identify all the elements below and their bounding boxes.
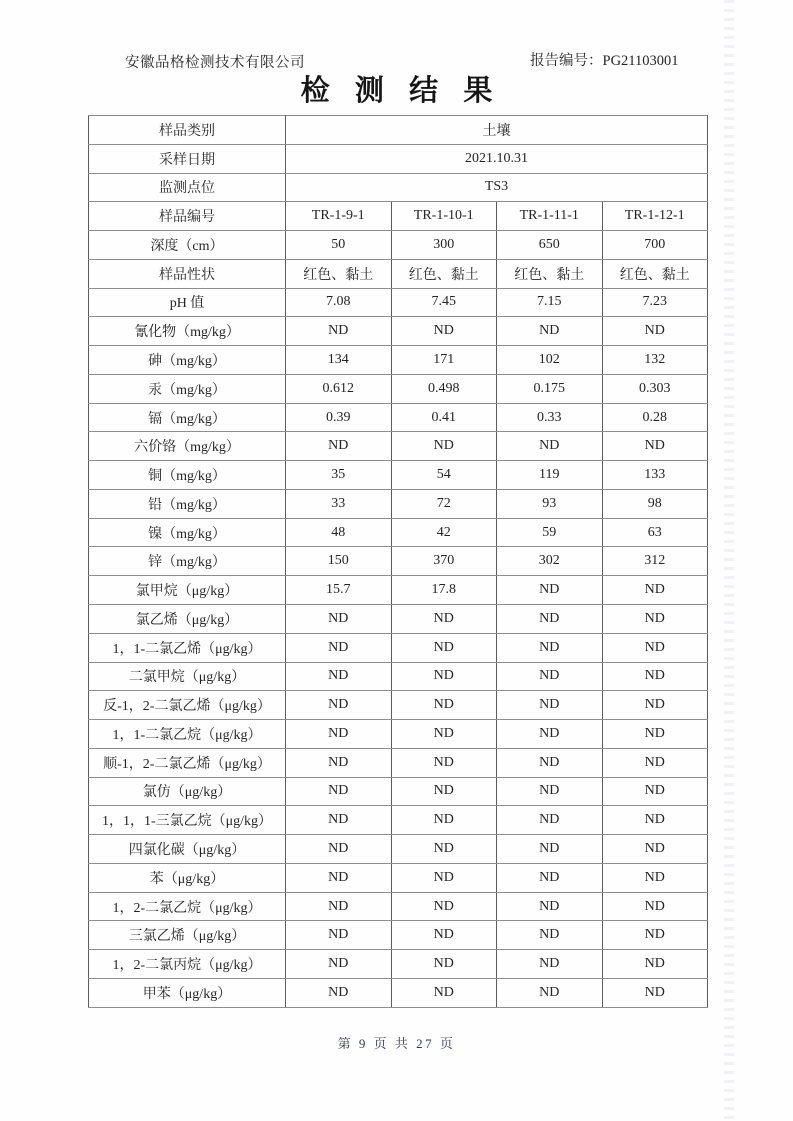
row-value: 171 — [391, 346, 497, 375]
row-label: 氰化物（mg/kg） — [89, 317, 286, 346]
row-value: ND — [602, 835, 708, 864]
row-value-merged: 土壤 — [286, 116, 708, 145]
row-value: ND — [286, 777, 392, 806]
row-value: 370 — [391, 547, 497, 576]
row-label: 砷（mg/kg） — [89, 346, 286, 375]
row-value: ND — [497, 432, 603, 461]
row-value: ND — [286, 748, 392, 777]
row-value: 133 — [602, 461, 708, 490]
row-value: ND — [497, 720, 603, 749]
table-row — [89, 950, 708, 979]
table-row — [89, 116, 708, 145]
row-value-merged: TS3 — [286, 173, 708, 202]
row-value: TR-1-12-1 — [602, 202, 708, 231]
row-value: ND — [391, 921, 497, 950]
row-value: ND — [497, 921, 603, 950]
table-row — [89, 317, 708, 346]
row-value: ND — [497, 777, 603, 806]
row-value: ND — [497, 748, 603, 777]
row-value: ND — [497, 691, 603, 720]
row-value: ND — [497, 892, 603, 921]
row-value: ND — [391, 806, 497, 835]
row-value: ND — [497, 950, 603, 979]
row-value: 98 — [602, 489, 708, 518]
row-label: 汞（mg/kg） — [89, 374, 286, 403]
row-value: ND — [602, 720, 708, 749]
row-value: ND — [497, 576, 603, 605]
table-row — [89, 576, 708, 605]
table-row — [89, 374, 708, 403]
row-value: ND — [286, 317, 392, 346]
row-value: 0.41 — [391, 403, 497, 432]
row-value: ND — [391, 633, 497, 662]
row-value: 红色、黏土 — [286, 259, 392, 288]
row-value: 7.23 — [602, 288, 708, 317]
row-value: 35 — [286, 461, 392, 490]
table-row — [89, 921, 708, 950]
row-value: ND — [286, 921, 392, 950]
row-value: ND — [391, 720, 497, 749]
table-row — [89, 231, 708, 260]
row-value: 17.8 — [391, 576, 497, 605]
row-value: ND — [391, 863, 497, 892]
row-label: 氯甲烷（μg/kg） — [89, 576, 286, 605]
row-value: ND — [391, 835, 497, 864]
row-label: 1，1-二氯乙烷（μg/kg） — [89, 720, 286, 749]
row-value: ND — [602, 662, 708, 691]
row-value: ND — [391, 317, 497, 346]
row-value: ND — [391, 605, 497, 634]
table-row — [89, 806, 708, 835]
row-label: 甲苯（μg/kg） — [89, 978, 286, 1007]
table-row — [89, 346, 708, 375]
table-row — [89, 547, 708, 576]
row-label: 三氯乙烯（μg/kg） — [89, 921, 286, 950]
row-value: 134 — [286, 346, 392, 375]
row-value: ND — [497, 317, 603, 346]
row-value: 48 — [286, 518, 392, 547]
page-number: 第 9 页 共 27 页 — [337, 1036, 456, 1051]
row-label: 样品类别 — [89, 116, 286, 145]
table-row — [89, 432, 708, 461]
row-value: 0.28 — [602, 403, 708, 432]
row-value: ND — [391, 892, 497, 921]
row-value: ND — [602, 691, 708, 720]
row-value: 102 — [497, 346, 603, 375]
row-value: ND — [286, 720, 392, 749]
table-row — [89, 259, 708, 288]
table-row — [89, 144, 708, 173]
row-value: 302 — [497, 547, 603, 576]
table-row — [89, 173, 708, 202]
table-row — [89, 892, 708, 921]
row-value: ND — [286, 691, 392, 720]
row-label: 铜（mg/kg） — [89, 461, 286, 490]
table-row — [89, 403, 708, 432]
row-value: ND — [497, 633, 603, 662]
row-value: ND — [497, 978, 603, 1007]
row-value: 15.7 — [286, 576, 392, 605]
table-row — [89, 461, 708, 490]
table-row — [89, 978, 708, 1007]
row-value: ND — [391, 748, 497, 777]
row-label: 四氯化碳（μg/kg） — [89, 835, 286, 864]
row-value: 7.08 — [286, 288, 392, 317]
row-value: ND — [391, 777, 497, 806]
row-value: 300 — [391, 231, 497, 260]
row-label: 氯乙烯（μg/kg） — [89, 605, 286, 634]
row-value: 0.498 — [391, 374, 497, 403]
row-label: 镍（mg/kg） — [89, 518, 286, 547]
table-row — [89, 605, 708, 634]
results-table-body — [89, 116, 708, 1008]
table-row — [89, 777, 708, 806]
row-value: 72 — [391, 489, 497, 518]
row-value: 0.175 — [497, 374, 603, 403]
row-value: ND — [602, 921, 708, 950]
row-value: ND — [602, 432, 708, 461]
row-value: ND — [602, 863, 708, 892]
row-value: 0.39 — [286, 403, 392, 432]
row-value: 650 — [497, 231, 603, 260]
row-value: ND — [286, 806, 392, 835]
row-label: 1，2-二氯乙烷（μg/kg） — [89, 892, 286, 921]
row-value: ND — [286, 835, 392, 864]
row-value: ND — [602, 806, 708, 835]
row-value: ND — [391, 662, 497, 691]
row-label: 反-1，2-二氯乙烯（μg/kg） — [89, 691, 286, 720]
row-value: ND — [497, 605, 603, 634]
row-value: 50 — [286, 231, 392, 260]
row-value-merged: 2021.10.31 — [286, 144, 708, 173]
company-name: 安徽品格检测技术有限公司 — [125, 55, 305, 71]
row-value: 119 — [497, 461, 603, 490]
row-value: 700 — [602, 231, 708, 260]
table-row — [89, 691, 708, 720]
row-value: ND — [286, 950, 392, 979]
row-value: 红色、黏土 — [602, 259, 708, 288]
row-value: ND — [286, 662, 392, 691]
row-value: 63 — [602, 518, 708, 547]
row-value: 42 — [391, 518, 497, 547]
table-row — [89, 489, 708, 518]
row-label: 镉（mg/kg） — [89, 403, 286, 432]
row-value: ND — [286, 432, 392, 461]
scan-artifact — [724, 0, 734, 1121]
row-value: ND — [286, 605, 392, 634]
row-value: 33 — [286, 489, 392, 518]
row-value: 54 — [391, 461, 497, 490]
report-number: 报告编号：PG21103001 — [530, 53, 679, 69]
table-row — [89, 748, 708, 777]
row-value: ND — [391, 432, 497, 461]
row-label: 1，1，1-三氯乙烷（μg/kg） — [89, 806, 286, 835]
row-value: 0.612 — [286, 374, 392, 403]
row-value: 7.45 — [391, 288, 497, 317]
row-value: 0.33 — [497, 403, 603, 432]
table-row — [89, 202, 708, 231]
row-value: ND — [497, 863, 603, 892]
row-label: 监测点位 — [89, 173, 286, 202]
row-label: 六价铬（mg/kg） — [89, 432, 286, 461]
row-label: 1，1-二氯乙烯（μg/kg） — [89, 633, 286, 662]
row-value: TR-1-9-1 — [286, 202, 392, 231]
row-label: 铅（mg/kg） — [89, 489, 286, 518]
row-value: ND — [286, 892, 392, 921]
row-value: 93 — [497, 489, 603, 518]
row-value: ND — [602, 978, 708, 1007]
row-value: 59 — [497, 518, 603, 547]
row-label: 1，2-二氯丙烷（μg/kg） — [89, 950, 286, 979]
row-value: 312 — [602, 547, 708, 576]
row-label: 深度（cm） — [89, 231, 286, 260]
row-value: ND — [602, 605, 708, 634]
page-title: 检 测 结 果 — [300, 75, 502, 107]
row-value: ND — [602, 748, 708, 777]
row-value: 132 — [602, 346, 708, 375]
row-label: 样品性状 — [89, 259, 286, 288]
row-value: ND — [286, 633, 392, 662]
row-value: 7.15 — [497, 288, 603, 317]
row-label: 顺-1，2-二氯乙烯（μg/kg） — [89, 748, 286, 777]
row-value: ND — [602, 950, 708, 979]
row-label: 锌（mg/kg） — [89, 547, 286, 576]
row-label: pH 值 — [89, 288, 286, 317]
table-row — [89, 662, 708, 691]
row-value: ND — [391, 691, 497, 720]
row-label: 二氯甲烷（μg/kg） — [89, 662, 286, 691]
row-value: ND — [497, 806, 603, 835]
row-value: ND — [497, 835, 603, 864]
row-label: 苯（μg/kg） — [89, 863, 286, 892]
table-row — [89, 518, 708, 547]
row-value: ND — [602, 317, 708, 346]
row-value: 0.303 — [602, 374, 708, 403]
row-value: ND — [391, 978, 497, 1007]
row-value: ND — [602, 633, 708, 662]
table-row — [89, 633, 708, 662]
row-value: 红色、黏土 — [391, 259, 497, 288]
table-row — [89, 720, 708, 749]
row-value: TR-1-10-1 — [391, 202, 497, 231]
row-value: ND — [286, 863, 392, 892]
table-row — [89, 288, 708, 317]
row-label: 样品编号 — [89, 202, 286, 231]
row-value: ND — [497, 662, 603, 691]
row-label: 氯仿（μg/kg） — [89, 777, 286, 806]
results-table — [88, 115, 708, 1008]
row-value: ND — [602, 576, 708, 605]
table-row — [89, 863, 708, 892]
row-value: ND — [286, 978, 392, 1007]
row-label: 采样日期 — [89, 144, 286, 173]
row-value: ND — [391, 950, 497, 979]
row-value: ND — [602, 777, 708, 806]
row-value: TR-1-11-1 — [497, 202, 603, 231]
row-value: 150 — [286, 547, 392, 576]
table-row — [89, 835, 708, 864]
row-value: 红色、黏土 — [497, 259, 603, 288]
row-value: ND — [602, 892, 708, 921]
